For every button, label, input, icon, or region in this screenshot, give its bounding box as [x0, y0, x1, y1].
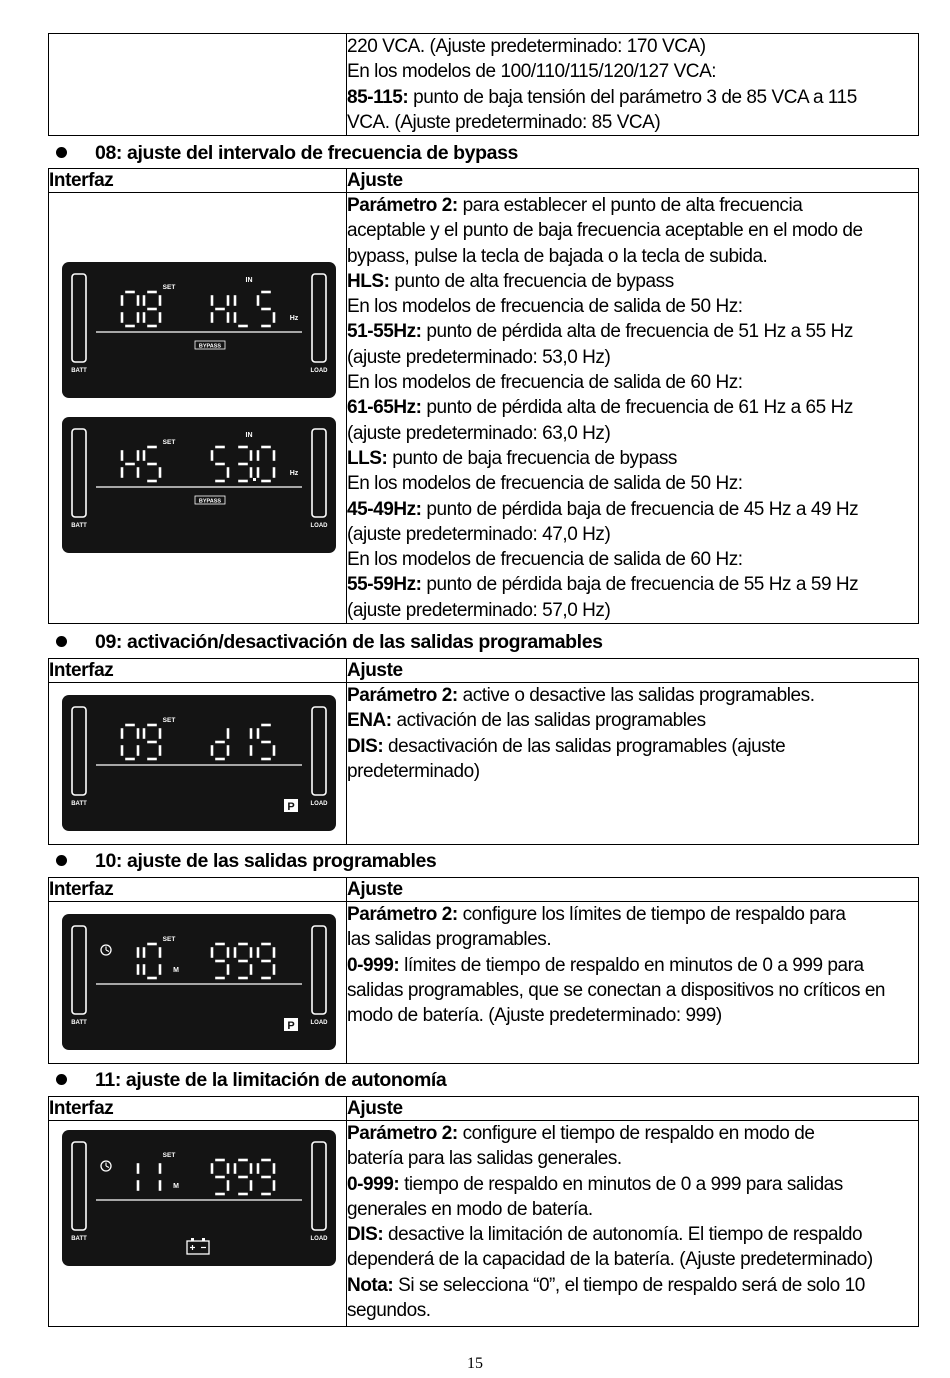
line-text: (ajuste predeterminado: 53,0 Hz) — [347, 346, 611, 368]
interface-cell — [49, 193, 347, 624]
line-text: En los modelos de frecuencia de salida de 60 Hz: — [347, 549, 743, 571]
section-11-table — [48, 1096, 919, 1327]
text-line — [347, 1273, 918, 1298]
line-text: punto de baja frecuencia de bypass — [387, 447, 677, 469]
line-text: tiempo de respaldo en minutos de 0 a 999 para salidas — [399, 1173, 843, 1195]
text-line — [347, 708, 918, 733]
in-label: IN — [245, 432, 253, 439]
text-line — [347, 421, 918, 446]
header-interface: Interfaz — [49, 1097, 347, 1121]
text-line — [347, 193, 918, 218]
text-line — [347, 110, 918, 135]
in-label: IN — [245, 277, 253, 284]
line-text: punto de pérdida alta de frecuencia de 61 Hz a 65 Hz — [421, 397, 853, 419]
batt-label: BATT — [71, 523, 87, 529]
line-text: desactive la limitación de autonomía. El tiempo de respaldo — [383, 1224, 863, 1246]
continuation-interface-cell — [49, 34, 347, 136]
bullet-icon — [56, 855, 67, 866]
mode-label: BYPASS — [198, 498, 222, 505]
text-line — [347, 1146, 918, 1171]
term-label: 85-115: — [347, 86, 409, 108]
section-title-text: 09: activación/desactivación de las salidas programables — [95, 631, 603, 653]
line-text: bypass, pulse la tecla de bajada o la tecla de subida. — [347, 245, 768, 267]
term-label: LLS: — [347, 447, 388, 469]
text-line — [347, 1172, 918, 1197]
line-text: punto de pérdida alta de frecuencia de 51 Hz a 55 Hz — [421, 321, 853, 343]
lcd-display — [62, 417, 336, 553]
lcd-background — [62, 417, 336, 553]
header-setting: Ajuste — [347, 169, 919, 193]
term-label: 45-49Hz: — [347, 498, 422, 520]
line-text: Si se selecciona “0”, el tiempo de respaldo será de solo 10 — [393, 1274, 865, 1296]
load-label: LOAD — [310, 1236, 328, 1242]
line-text: En los modelos de frecuencia de salida de 60 Hz: — [347, 372, 743, 394]
section-10-table — [48, 877, 919, 1064]
text-line — [347, 446, 918, 471]
line-text: VCA. (Ajuste predeterminado: 85 VCA) — [347, 111, 661, 133]
text-line — [347, 572, 918, 597]
load-label: LOAD — [310, 801, 328, 807]
line-text: (ajuste predeterminado: 47,0 Hz) — [347, 523, 611, 545]
line-text: para establecer el punto de alta frecuencia — [457, 195, 803, 216]
line-text: 220 VCA. (Ajuste predeterminado: 170 VCA) — [347, 36, 706, 57]
setting-cell — [347, 1121, 919, 1327]
text-line — [347, 244, 918, 269]
text-line — [347, 345, 918, 370]
mode-label: BYPASS — [198, 343, 222, 350]
load-label: LOAD — [310, 523, 328, 529]
lcd-display — [62, 262, 336, 398]
text-line — [347, 1003, 918, 1028]
line-text: modo de batería. (Ajuste predeterminado: 999) — [347, 1005, 722, 1027]
text-line — [347, 953, 918, 978]
header-setting: Ajuste — [347, 1097, 919, 1121]
term-label: DIS: — [347, 735, 384, 757]
section-08-title — [48, 141, 518, 165]
header-setting: Ajuste — [347, 659, 919, 683]
programmable-output-label: P — [287, 1020, 295, 1032]
set-label: SET — [162, 936, 176, 943]
section-11-title — [48, 1068, 446, 1092]
line-text: batería para las salidas generales. — [347, 1148, 622, 1170]
text-line — [347, 319, 918, 344]
text-line — [347, 683, 918, 708]
minutes-label: M — [173, 1183, 179, 1190]
line-text: límites de tiempo de respaldo en minutos de 0 a 999 para — [399, 954, 864, 976]
continuation-setting-cell — [347, 34, 919, 136]
bullet-icon — [56, 636, 67, 647]
batt-label: BATT — [71, 368, 87, 374]
section-title-text: 10: ajuste de las salidas programables — [95, 850, 437, 872]
line-text: punto de alta frecuencia de bypass — [389, 270, 674, 292]
unit-label: Hz — [289, 470, 299, 477]
text-line — [347, 1222, 918, 1247]
set-label: SET — [162, 1152, 176, 1159]
term-label: DIS: — [347, 1224, 384, 1246]
term-label: 0-999: — [347, 954, 400, 976]
line-text: activación de las salidas programables — [391, 710, 706, 732]
section-08-table — [48, 168, 919, 624]
text-line — [347, 59, 918, 84]
text-line — [347, 471, 918, 496]
lcd-decimal-point — [253, 478, 256, 481]
text-line — [347, 1298, 918, 1323]
set-label: SET — [162, 717, 176, 724]
text-line — [347, 269, 918, 294]
continuation-table — [48, 33, 919, 136]
interface-cell — [49, 1121, 347, 1327]
interface-cell — [49, 683, 347, 845]
line-text: configure el tiempo de respaldo en modo de — [457, 1123, 815, 1144]
line-text: predeterminado) — [347, 760, 480, 782]
term-label: ENA: — [347, 710, 392, 732]
text-line — [347, 497, 918, 522]
setting-cell — [347, 193, 919, 624]
programmable-output-label: P — [287, 801, 295, 813]
term-label: HLS: — [347, 270, 390, 292]
header-interface: Interfaz — [49, 169, 347, 193]
batt-label: BATT — [71, 1236, 87, 1242]
text-line — [347, 294, 918, 319]
bullet-icon — [56, 147, 67, 158]
batt-label: BATT — [71, 801, 87, 807]
line-text: En los modelos de 100/110/115/120/127 VCA: — [347, 61, 717, 83]
load-label: LOAD — [310, 1020, 328, 1026]
text-line — [347, 1197, 918, 1222]
line-text: punto de baja tensión del parámetro 3 de 85 VCA a 115 — [408, 86, 857, 108]
lcd-display — [62, 695, 336, 831]
text-line — [347, 759, 918, 784]
term-label: Parámetro 2: — [347, 904, 458, 925]
set-label: SET — [162, 439, 176, 446]
line-text: dependerá de la capacidad de la batería. (Ajuste predeterminado) — [347, 1249, 873, 1271]
text-line — [347, 927, 918, 952]
line-text: (ajuste predeterminado: 57,0 Hz) — [347, 599, 611, 621]
line-text: configure los límites de tiempo de respaldo para — [457, 904, 846, 925]
load-label: LOAD — [310, 368, 328, 374]
setting-cell — [347, 683, 919, 845]
setting-cell — [347, 902, 919, 1064]
section-title-text: 08: ajuste del intervalo de frecuencia de bypass — [95, 142, 518, 164]
text-line — [347, 1121, 918, 1146]
text-line — [347, 85, 918, 110]
line-text: desactivación de las salidas programables (ajuste — [383, 735, 786, 757]
text-line — [347, 547, 918, 572]
term-label: 55-59Hz: — [347, 574, 422, 596]
batt-label: BATT — [71, 1020, 87, 1026]
text-line — [347, 598, 918, 623]
text-line — [347, 522, 918, 547]
text-line — [347, 395, 918, 420]
lcd-background — [62, 262, 336, 398]
term-label: Nota: — [347, 1274, 394, 1296]
header-interface: Interfaz — [49, 659, 347, 683]
term-label: 0-999: — [347, 1173, 400, 1195]
line-text: (ajuste predeterminado: 63,0 Hz) — [347, 422, 611, 444]
term-label: Parámetro 2: — [347, 195, 458, 216]
line-text: generales en modo de batería. — [347, 1198, 593, 1220]
lcd-display — [62, 914, 336, 1050]
text-line — [347, 218, 918, 243]
section-09-table — [48, 658, 919, 845]
text-line — [347, 34, 918, 59]
term-label: 51-55Hz: — [347, 321, 422, 343]
line-text: punto de pérdida baja de frecuencia de 55 Hz a 59 Hz — [421, 574, 859, 596]
text-line — [347, 1247, 918, 1272]
term-label: Parámetro 2: — [347, 1123, 458, 1144]
line-text: segundos. — [347, 1300, 431, 1322]
line-text: salidas programables, que se conectan a dispositivos no críticos en — [347, 979, 886, 1001]
header-interface: Interfaz — [49, 878, 347, 902]
page-number: 15 — [467, 1355, 483, 1372]
lcd-display — [62, 1130, 336, 1266]
interface-cell — [49, 902, 347, 1064]
lcd-background — [62, 1130, 336, 1266]
line-text: En los modelos de frecuencia de salida de 50 Hz: — [347, 473, 743, 495]
set-label: SET — [162, 284, 176, 291]
text-line — [347, 978, 918, 1003]
text-line — [347, 370, 918, 395]
term-label: Parámetro 2: — [347, 685, 458, 706]
section-09-title — [48, 630, 603, 654]
line-text: active o desactive las salidas programables. — [457, 685, 815, 706]
section-title-text: 11: ajuste de la limitación de autonomía — [95, 1069, 447, 1091]
minutes-label: M — [173, 967, 179, 974]
line-text: En los modelos de frecuencia de salida de 50 Hz: — [347, 296, 743, 318]
section-10-title — [48, 849, 436, 873]
header-setting: Ajuste — [347, 878, 919, 902]
unit-label: Hz — [289, 315, 299, 322]
text-line — [347, 902, 918, 927]
text-line — [347, 734, 918, 759]
line-text: punto de pérdida baja de frecuencia de 45 Hz a 49 Hz — [421, 498, 859, 520]
term-label: 61-65Hz: — [347, 397, 422, 419]
line-text: aceptable y el punto de baja frecuencia aceptable en el modo de — [347, 220, 863, 242]
line-text: las salidas programables. — [347, 929, 552, 951]
bullet-icon — [56, 1074, 67, 1085]
